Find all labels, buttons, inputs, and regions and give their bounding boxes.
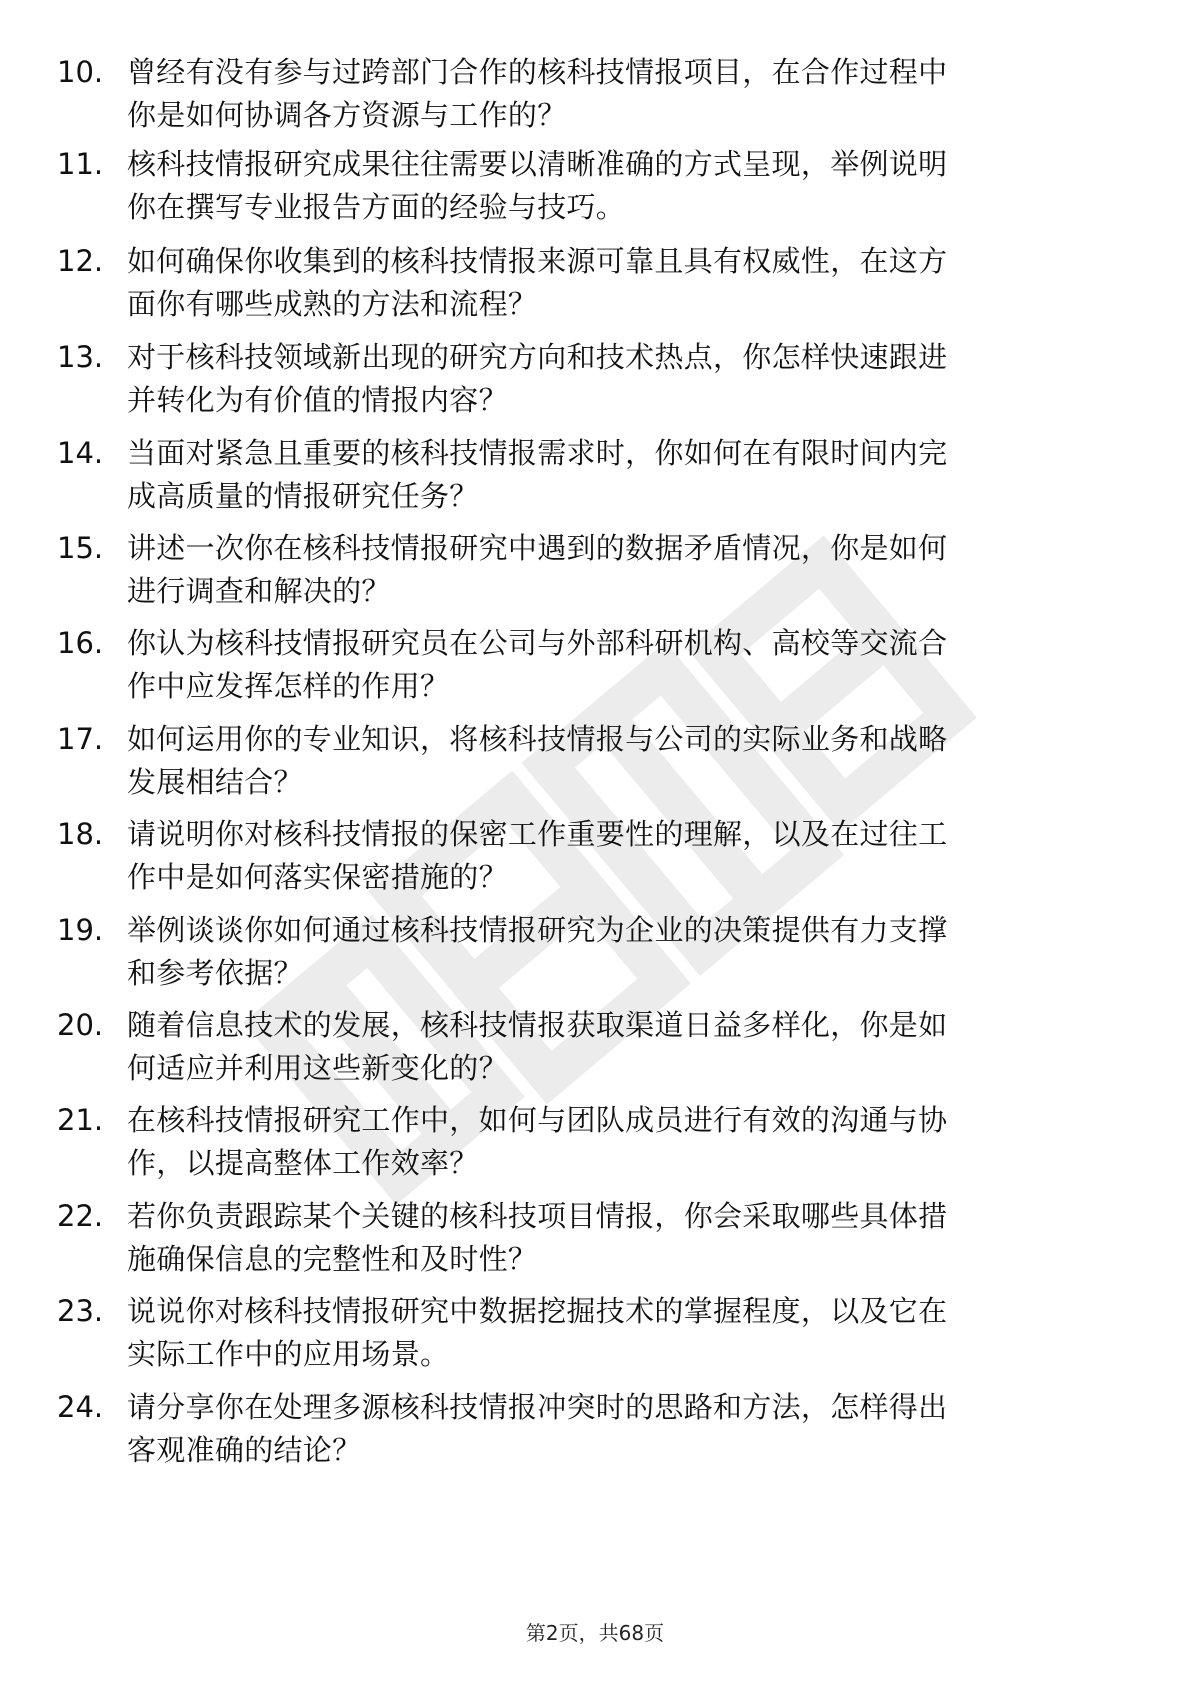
question-text-line-2: 施确保信息的完整性和及时性？ xyxy=(127,1242,538,1276)
question-number: 11. xyxy=(57,147,104,181)
question-text-line-1: 如何运用你的专业知识，将核科技情报与公司的实际业务和战略 xyxy=(127,722,948,756)
question-number: 16. xyxy=(57,626,104,660)
question-item xyxy=(57,909,1137,1001)
question-text-line-2: 进行调查和解决的？ xyxy=(127,574,391,608)
question-number: 23. xyxy=(57,1294,104,1328)
question-text-line-2: 实际工作中的应用场景。 xyxy=(127,1337,450,1371)
question-text-line-2: 你在撰写专业报告方面的经验与技巧。 xyxy=(127,190,626,224)
question-item xyxy=(57,1195,1137,1287)
question-item xyxy=(57,143,1137,235)
page-number-footer: 第2页，共68页 xyxy=(525,1621,665,1645)
question-number: 24. xyxy=(57,1390,104,1424)
question-number: 19. xyxy=(57,913,104,947)
question-item xyxy=(57,527,1137,619)
question-text-line-2: 何适应并利用这些新变化的？ xyxy=(127,1051,508,1085)
question-text-line-1: 核科技情报研究成果往往需要以清晰准确的方式呈现，举例说明 xyxy=(127,147,948,181)
question-text-line-1: 请说明你对核科技情报的保密工作重要性的理解，以及在过往工 xyxy=(127,817,948,851)
question-number: 17. xyxy=(57,722,104,756)
question-number: 21. xyxy=(57,1103,104,1137)
question-text-line-2: 面你有哪些成熟的方法和流程？ xyxy=(127,287,538,321)
question-text-line-1: 如何确保你收集到的核科技情报来源可靠且具有权威性，在这方 xyxy=(127,244,948,278)
question-item xyxy=(57,718,1137,810)
question-number: 10. xyxy=(57,55,104,89)
question-item xyxy=(57,1099,1137,1191)
question-text-line-1: 若你负责跟踪某个关键的核科技项目情报，你会采取哪些具体措 xyxy=(127,1199,948,1233)
question-number: 12. xyxy=(57,244,104,278)
question-text-line-2: 作中应发挥怎样的作用？ xyxy=(127,669,450,703)
question-number: 14. xyxy=(57,436,104,470)
question-text-line-1: 请分享你在处理多源核科技情报冲突时的思路和方法，怎样得出 xyxy=(127,1390,948,1424)
question-text-line-2: 作中是如何落实保密措施的？ xyxy=(127,860,508,894)
question-item xyxy=(57,336,1137,428)
question-text-line-1: 举例谈谈你如何通过核科技情报研究为企业的决策提供有力支撑 xyxy=(127,913,948,947)
question-text-line-1: 说说你对核科技情报研究中数据挖掘技术的掌握程度，以及它在 xyxy=(127,1294,948,1328)
question-item xyxy=(57,622,1137,714)
question-item xyxy=(57,432,1137,524)
question-text-line-1: 曾经有没有参与过跨部门合作的核科技情报项目，在合作过程中 xyxy=(127,55,948,89)
question-text-line-1: 你认为核科技情报研究员在公司与外部科研机构、高校等交流合 xyxy=(127,626,948,660)
question-text-line-2: 成高质量的情报研究任务？ xyxy=(127,479,479,513)
question-text-line-1: 当面对紧急且重要的核科技情报需求时，你如何在有限时间内完 xyxy=(127,436,948,470)
question-text-line-2: 作，以提高整体工作效率？ xyxy=(127,1146,479,1180)
question-text-line-2: 客观准确的结论？ xyxy=(127,1433,362,1467)
question-item xyxy=(57,51,1137,143)
question-text-line-1: 在核科技情报研究工作中，如何与团队成员进行有效的沟通与协 xyxy=(127,1103,948,1137)
question-number: 18. xyxy=(57,817,104,851)
question-text-line-2: 并转化为有价值的情报内容？ xyxy=(127,383,508,417)
question-text-line-2: 你是如何协调各方资源与工作的？ xyxy=(127,98,567,132)
question-text-line-1: 随着信息技术的发展，核科技情报获取渠道日益多样化，你是如 xyxy=(127,1008,948,1042)
question-text-line-1: 对于核科技领域新出现的研究方向和技术热点，你怎样快速跟进 xyxy=(127,340,948,374)
question-text-line-2: 和参考依据？ xyxy=(127,956,303,990)
question-item xyxy=(57,1386,1137,1478)
question-number: 13. xyxy=(57,340,104,374)
question-item xyxy=(57,813,1137,905)
question-number: 15. xyxy=(57,531,104,565)
question-text-line-2: 发展相结合？ xyxy=(127,765,303,799)
question-item xyxy=(57,1004,1137,1096)
question-number: 20. xyxy=(57,1008,104,1042)
question-text-line-1: 讲述一次你在核科技情报研究中遇到的数据矛盾情况，你是如何 xyxy=(127,531,948,565)
question-number: 22. xyxy=(57,1199,104,1233)
question-item xyxy=(57,240,1137,332)
question-item xyxy=(57,1290,1137,1382)
